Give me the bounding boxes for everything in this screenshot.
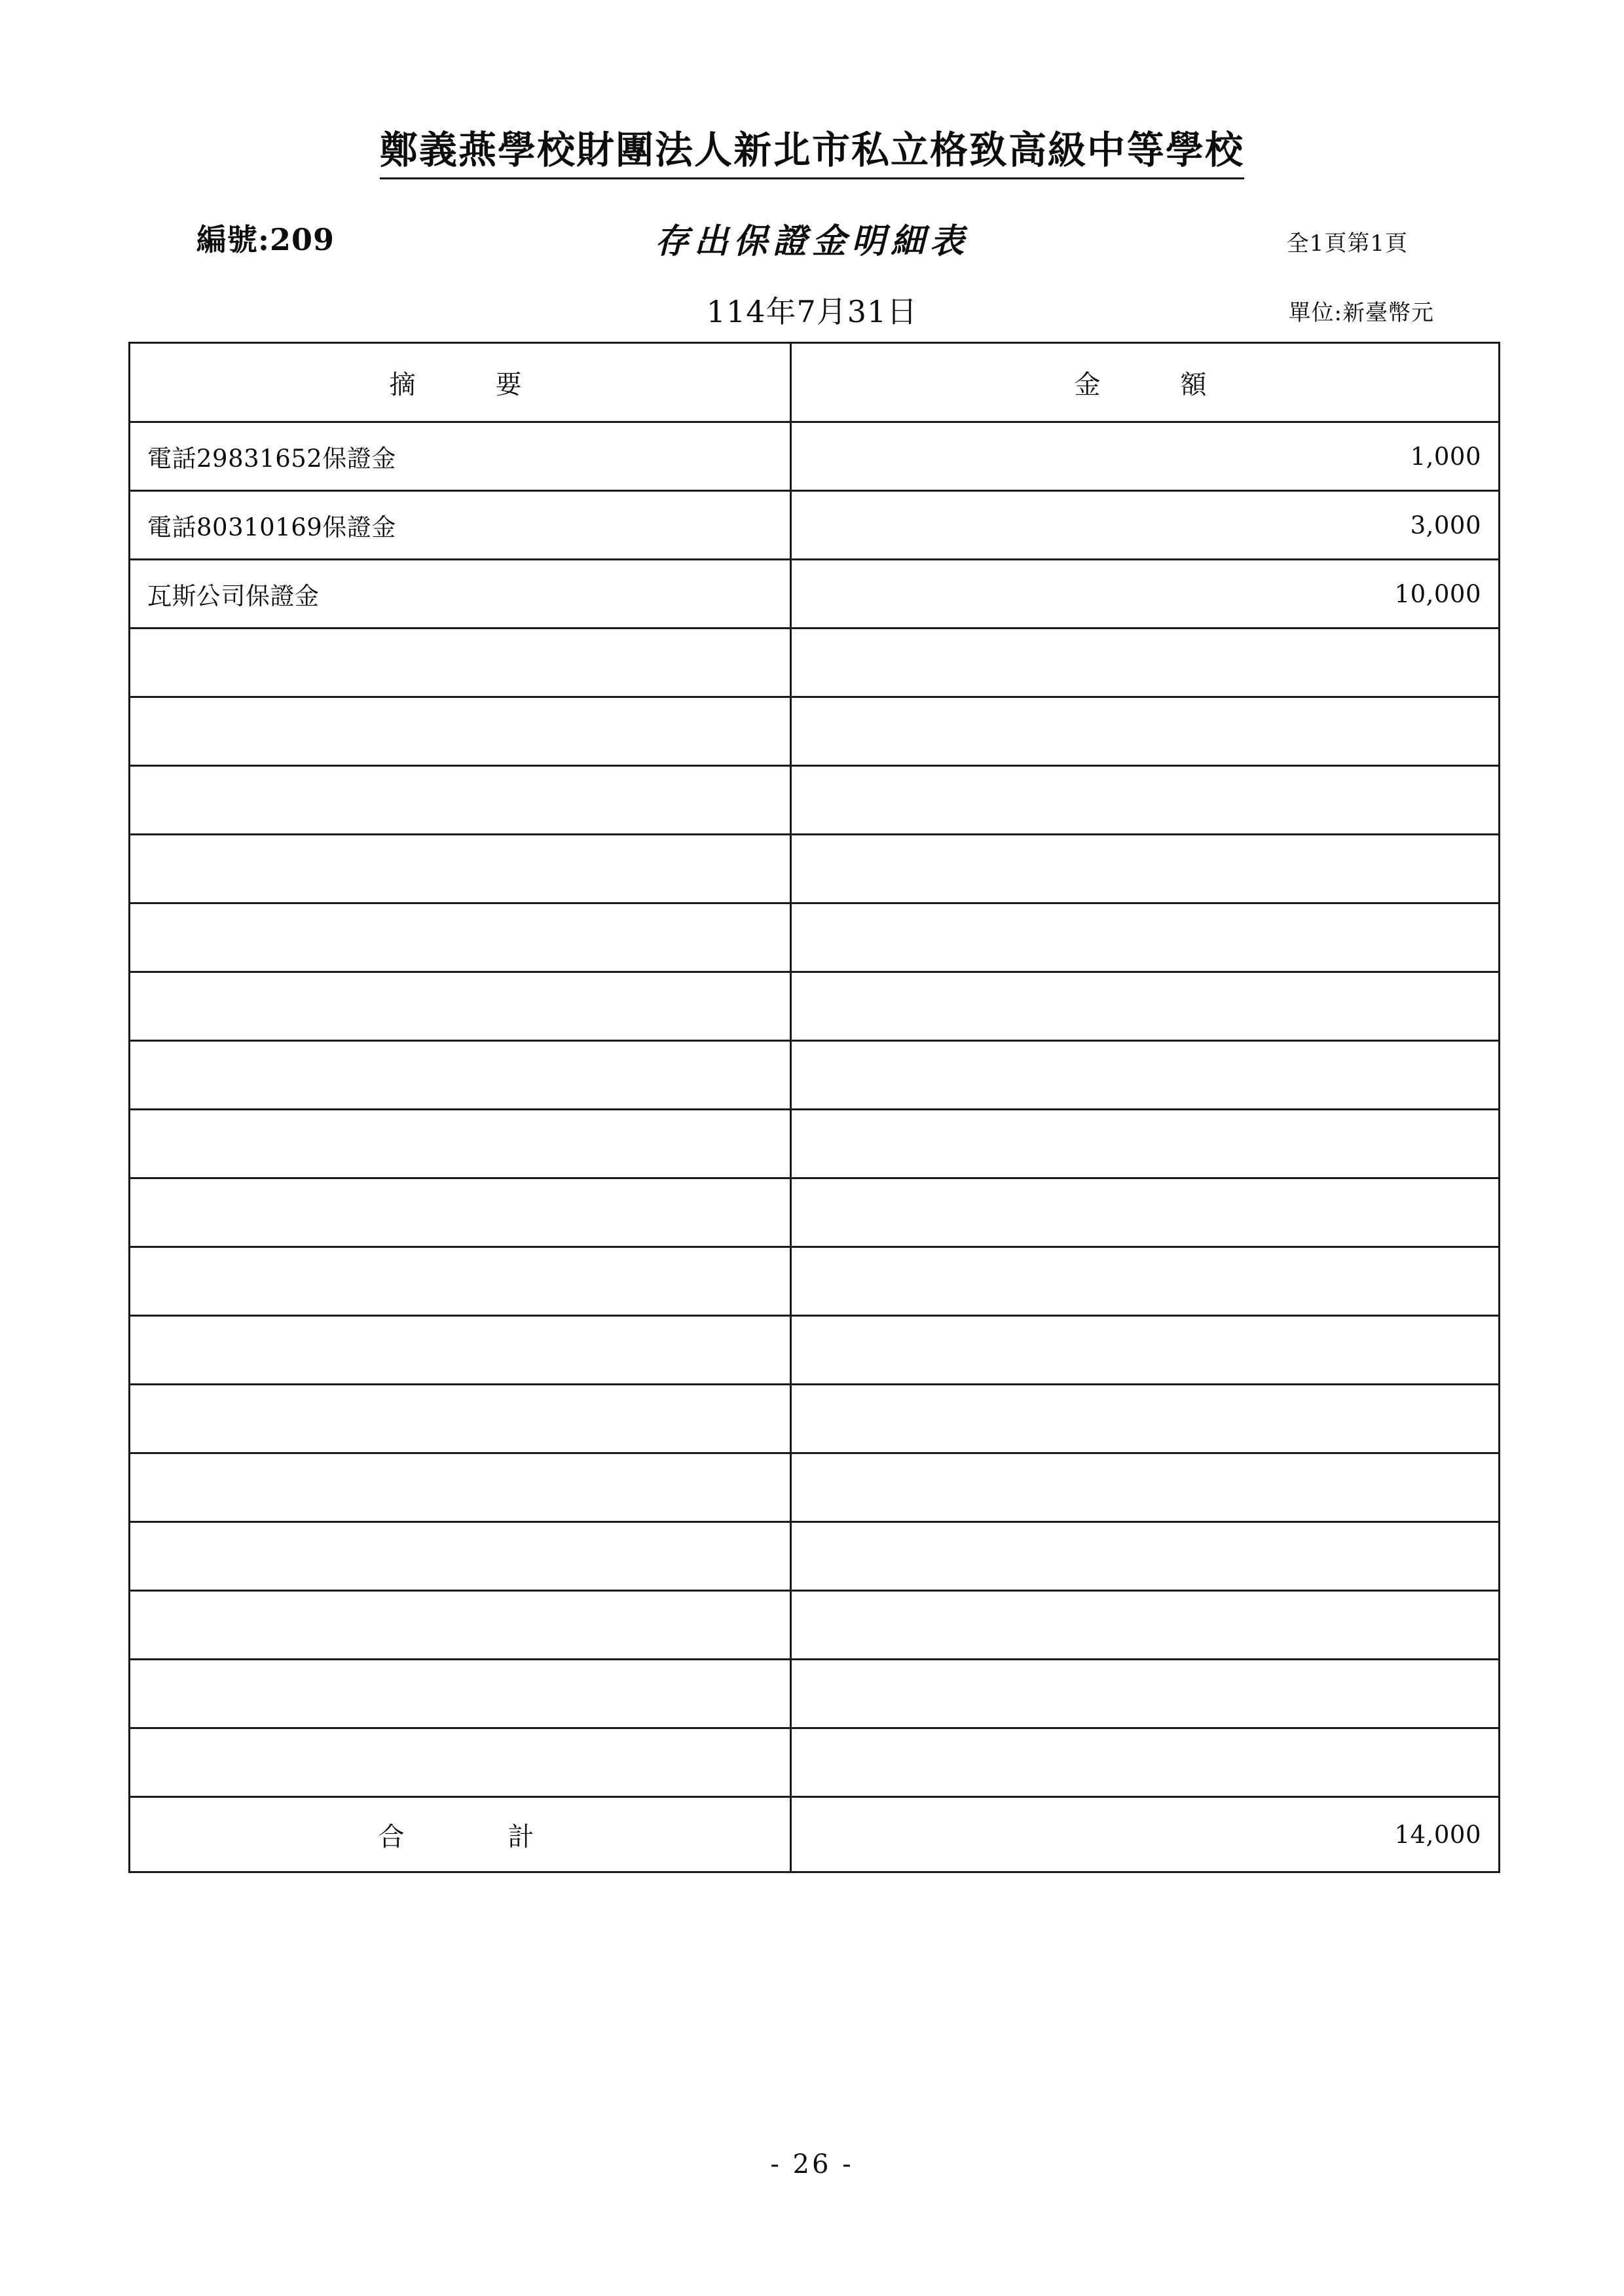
table-body <box>130 422 1500 1797</box>
table-row <box>130 1316 1500 1385</box>
cell-description <box>130 766 791 835</box>
table-row <box>130 1178 1500 1247</box>
table-row <box>130 560 1500 629</box>
cell-description <box>130 1728 791 1797</box>
table-row <box>130 903 1500 972</box>
column-header-amount: 金 額 <box>791 343 1500 422</box>
page-number-footer: - 26 - <box>770 2149 854 2179</box>
cell-amount <box>791 1247 1500 1316</box>
table-row <box>130 1728 1500 1797</box>
table-row <box>130 972 1500 1041</box>
cell-description <box>130 1522 791 1591</box>
table-row <box>130 1110 1500 1178</box>
cell-description <box>130 1660 791 1728</box>
total-label: 合 計 <box>130 1797 791 1872</box>
cell-description <box>130 903 791 972</box>
header-meta-row <box>0 216 1624 262</box>
cell-amount <box>791 1522 1500 1591</box>
table-row <box>130 1041 1500 1110</box>
cell-description <box>130 835 791 903</box>
table-row <box>130 491 1500 560</box>
cell-amount <box>791 1316 1500 1385</box>
cell-description <box>130 1385 791 1453</box>
detail-table <box>128 342 1500 1873</box>
table-row <box>130 1247 1500 1316</box>
table-row <box>130 766 1500 835</box>
cell-amount <box>791 629 1500 697</box>
cell-amount <box>791 903 1500 972</box>
cell-amount <box>791 1178 1500 1247</box>
page-count-label: 全1頁第1頁 <box>1286 230 1408 257</box>
table-row <box>130 1591 1500 1660</box>
cell-description <box>130 1110 791 1178</box>
cell-description <box>130 1247 791 1316</box>
cell-amount <box>791 1591 1500 1660</box>
cell-description <box>130 1178 791 1247</box>
cell-amount <box>791 766 1500 835</box>
cell-amount <box>791 1385 1500 1453</box>
cell-amount <box>791 835 1500 903</box>
report-date: 114年7月31日 <box>706 294 918 329</box>
table-row <box>130 1660 1500 1728</box>
table-row <box>130 1453 1500 1522</box>
total-amount: 14,000 <box>791 1797 1500 1872</box>
cell-description <box>130 1316 791 1385</box>
cell-description <box>130 1453 791 1522</box>
header-date-row <box>0 288 1624 327</box>
cell-description <box>130 972 791 1041</box>
cell-amount <box>791 1660 1500 1728</box>
table-row <box>130 629 1500 697</box>
page-title <box>0 119 1624 174</box>
table-row <box>130 1522 1500 1591</box>
cell-description <box>130 1591 791 1660</box>
cell-amount <box>791 1453 1500 1522</box>
cell-description <box>130 629 791 697</box>
table-row <box>130 422 1500 491</box>
cell-amount: 3,000 <box>791 491 1500 560</box>
cell-description: 瓦斯公司保證金 <box>130 560 791 629</box>
currency-unit-label: 單位:新臺幣元 <box>1288 300 1434 326</box>
cell-amount <box>791 1110 1500 1178</box>
cell-amount <box>791 1041 1500 1110</box>
column-header-description: 摘 要 <box>130 343 791 422</box>
table-header-row <box>130 343 1500 422</box>
cell-description <box>130 697 791 766</box>
cell-amount <box>791 697 1500 766</box>
table-row <box>130 697 1500 766</box>
table-row <box>130 835 1500 903</box>
cell-description: 電話29831652保證金 <box>130 422 791 491</box>
cell-description <box>130 1041 791 1110</box>
detail-table-container <box>128 342 1498 1873</box>
table-total-row <box>130 1797 1500 1872</box>
cell-amount: 1,000 <box>791 422 1500 491</box>
document-number: 編號:209 <box>196 222 335 257</box>
school-title-text: 鄭義燕學校財團法人新北市私立格致高級中等學校 <box>380 128 1244 179</box>
cell-amount: 10,000 <box>791 560 1500 629</box>
report-title: 存出保證金明細表 <box>654 221 969 261</box>
cell-description: 電話80310169保證金 <box>130 491 791 560</box>
cell-amount <box>791 972 1500 1041</box>
cell-amount <box>791 1728 1500 1797</box>
table-row <box>130 1385 1500 1453</box>
